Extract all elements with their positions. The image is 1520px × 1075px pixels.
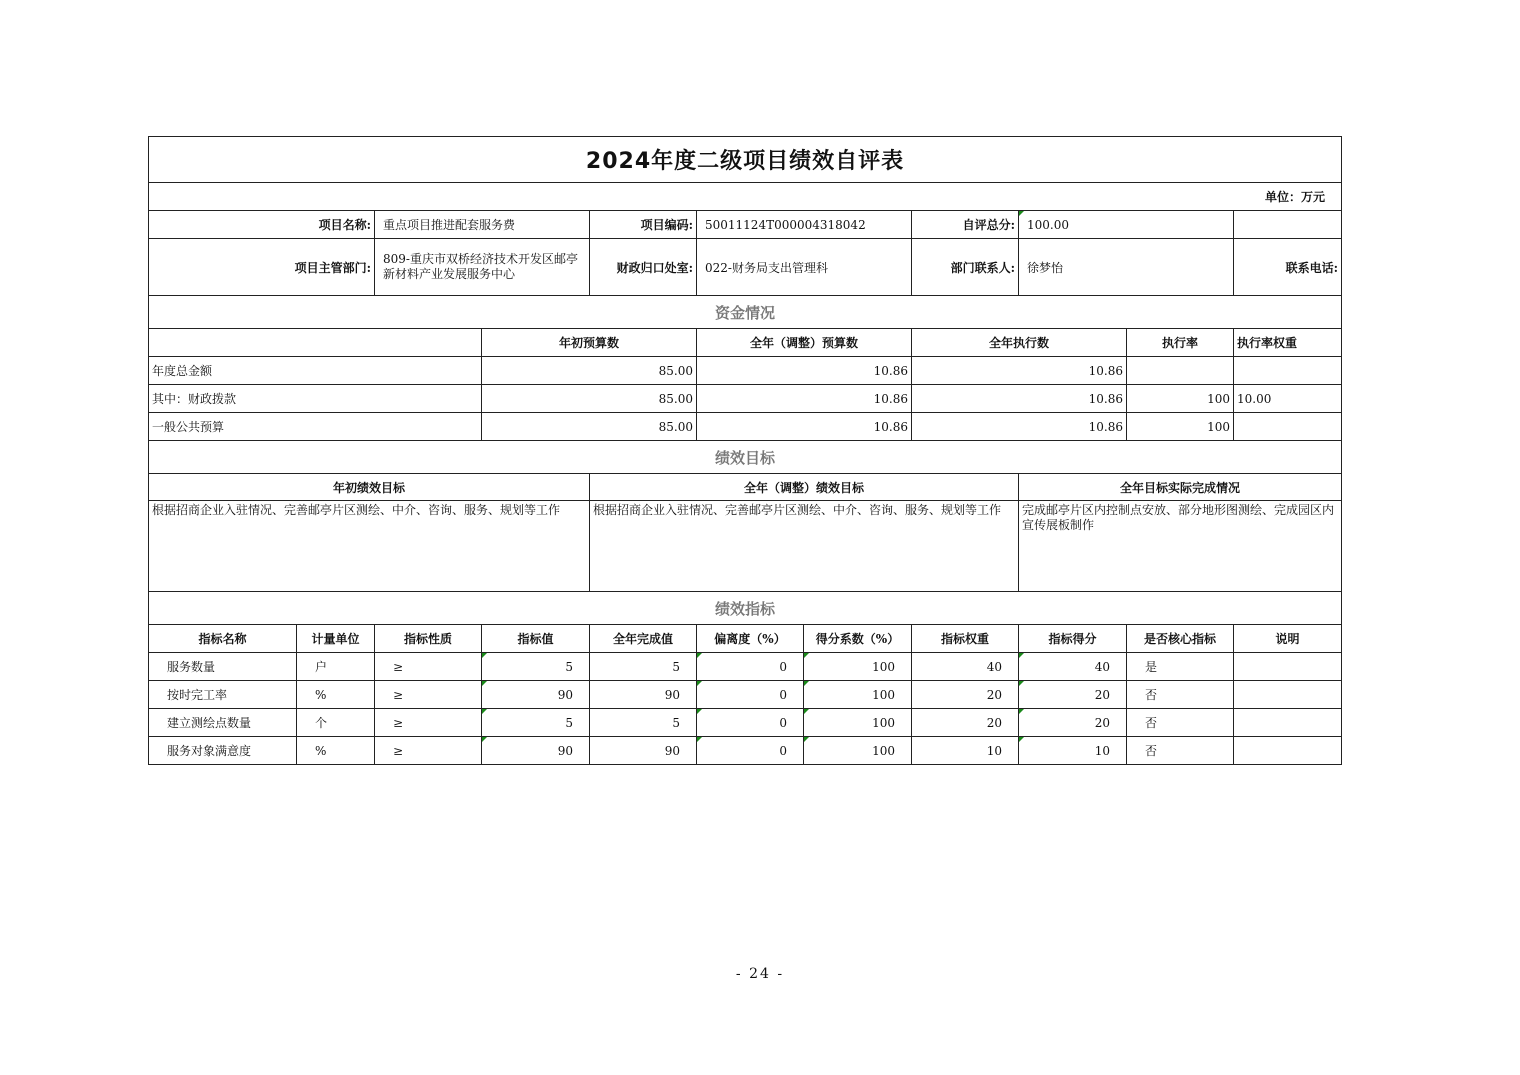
funds-header: 执行率权重 <box>1234 329 1342 357</box>
goals-header: 全年（调整）绩效目标 <box>590 474 1019 501</box>
funds-header: 年初预算数 <box>482 329 697 357</box>
phone-label: 联系电话: <box>1234 239 1342 296</box>
indicator-name: 服务对象满意度 <box>149 737 297 765</box>
project-code-label: 项目编码: <box>590 211 697 239</box>
indicator-header: 指标性质 <box>375 625 482 653</box>
funds-header-blank <box>149 329 482 357</box>
indicator-weight: 40 <box>912 653 1019 681</box>
project-code-value: 50011124T000004318042 <box>697 211 912 239</box>
indicator-coef: 100 <box>804 709 912 737</box>
funds-initial: 85.00 <box>482 357 697 385</box>
indicator-deviation: 0 <box>697 681 804 709</box>
funds-row <box>149 385 1342 413</box>
indicator-core: 否 <box>1127 737 1234 765</box>
indicator-weight: 20 <box>912 681 1019 709</box>
funds-adjusted: 10.86 <box>697 413 912 441</box>
indicator-header: 指标名称 <box>149 625 297 653</box>
funds-header: 全年（调整）预算数 <box>697 329 912 357</box>
indicator-score: 20 <box>1019 681 1127 709</box>
self-score-label: 自评总分: <box>912 211 1019 239</box>
contact-label: 部门联系人: <box>912 239 1019 296</box>
indicator-target: 90 <box>482 681 590 709</box>
indicator-weight: 20 <box>912 709 1019 737</box>
contact-value: 徐梦怡 <box>1019 239 1234 296</box>
indicator-actual: 5 <box>590 709 697 737</box>
funds-adjusted: 10.86 <box>697 385 912 413</box>
funds-header: 全年执行数 <box>912 329 1127 357</box>
funds-section-title: 资金情况 <box>149 296 1342 329</box>
unit-label: 单位：万元 <box>149 183 1342 211</box>
indicator-score: 40 <box>1019 653 1127 681</box>
empty-cell <box>1234 211 1342 239</box>
funds-rate: 100 <box>1127 413 1234 441</box>
project-name-label: 项目名称: <box>149 211 375 239</box>
indicator-name: 服务数量 <box>149 653 297 681</box>
funds-executed: 10.86 <box>912 357 1127 385</box>
indicator-coef: 100 <box>804 737 912 765</box>
indicator-core: 否 <box>1127 681 1234 709</box>
goals-section-title: 绩效目标 <box>149 441 1342 474</box>
adjusted-goal-text: 根据招商企业入驻情况、完善邮亭片区测绘、中介、咨询、服务、规划等工作 <box>590 501 1019 592</box>
funds-weight: 10.00 <box>1234 385 1342 413</box>
indicator-target: 5 <box>482 709 590 737</box>
indicator-header: 全年完成值 <box>590 625 697 653</box>
funds-rate: 100 <box>1127 385 1234 413</box>
funds-weight <box>1234 357 1342 385</box>
indicator-note <box>1234 709 1342 737</box>
funds-row-name: 年度总金额 <box>149 357 482 385</box>
indicator-unit: % <box>297 737 375 765</box>
indicator-deviation: 0 <box>697 709 804 737</box>
actual-completion-text: 完成邮亭片区内控制点安放、部分地形图测绘、完成园区内宣传展板制作 <box>1019 501 1342 592</box>
indicator-row <box>149 709 1342 737</box>
dept-label: 项目主管部门: <box>149 239 375 296</box>
indicator-header: 偏离度（%） <box>697 625 804 653</box>
goals-header: 全年目标实际完成情况 <box>1019 474 1342 501</box>
indicator-name: 建立测绘点数量 <box>149 709 297 737</box>
funds-row <box>149 413 1342 441</box>
indicator-row <box>149 737 1342 765</box>
indicator-core: 是 <box>1127 653 1234 681</box>
initial-goal-text: 根据招商企业入驻情况、完善邮亭片区测绘、中介、咨询、服务、规划等工作 <box>149 501 590 592</box>
indicator-nature: ≥ <box>375 653 482 681</box>
funds-executed: 10.86 <box>912 385 1127 413</box>
funds-initial: 85.00 <box>482 385 697 413</box>
indicator-header: 说明 <box>1234 625 1342 653</box>
indicator-header: 指标值 <box>482 625 590 653</box>
indicator-target: 90 <box>482 737 590 765</box>
indicator-deviation: 0 <box>697 653 804 681</box>
project-name-value: 重点项目推进配套服务费 <box>375 211 590 239</box>
indicator-note <box>1234 681 1342 709</box>
funds-rate <box>1127 357 1234 385</box>
indicator-header: 指标得分 <box>1019 625 1127 653</box>
indicator-note <box>1234 653 1342 681</box>
dept-value: 809-重庆市双桥经济技术开发区邮亭新材料产业发展服务中心 <box>375 239 590 296</box>
indicator-actual: 5 <box>590 653 697 681</box>
indicator-score: 20 <box>1019 709 1127 737</box>
indicator-unit: 个 <box>297 709 375 737</box>
finance-office-label: 财政归口处室: <box>590 239 697 296</box>
indicator-actual: 90 <box>590 681 697 709</box>
indicator-header: 指标权重 <box>912 625 1019 653</box>
indicator-score: 10 <box>1019 737 1127 765</box>
indicators-section-title: 绩效指标 <box>149 592 1342 625</box>
indicator-unit: 户 <box>297 653 375 681</box>
funds-row-name: 其中：财政拨款 <box>149 385 482 413</box>
finance-office-value: 022-财务局支出管理科 <box>697 239 912 296</box>
page-title: 2024年度二级项目绩效自评表 <box>149 137 1342 183</box>
indicator-target: 5 <box>482 653 590 681</box>
funds-header: 执行率 <box>1127 329 1234 357</box>
funds-executed: 10.86 <box>912 413 1127 441</box>
indicator-deviation: 0 <box>697 737 804 765</box>
indicator-header: 计量单位 <box>297 625 375 653</box>
indicator-nature: ≥ <box>375 681 482 709</box>
funds-row-name: 一般公共预算 <box>149 413 482 441</box>
indicator-weight: 10 <box>912 737 1019 765</box>
indicator-row <box>149 681 1342 709</box>
funds-weight <box>1234 413 1342 441</box>
indicator-actual: 90 <box>590 737 697 765</box>
indicator-name: 按时完工率 <box>149 681 297 709</box>
indicator-unit: % <box>297 681 375 709</box>
self-score-value: 100.00 <box>1019 211 1234 239</box>
indicator-row <box>149 653 1342 681</box>
indicator-header: 是否核心指标 <box>1127 625 1234 653</box>
indicator-nature: ≥ <box>375 709 482 737</box>
funds-initial: 85.00 <box>482 413 697 441</box>
indicator-header: 得分系数（%） <box>804 625 912 653</box>
indicator-nature: ≥ <box>375 737 482 765</box>
indicator-note <box>1234 737 1342 765</box>
self-evaluation-table <box>148 136 1342 765</box>
funds-adjusted: 10.86 <box>697 357 912 385</box>
indicator-coef: 100 <box>804 653 912 681</box>
indicator-coef: 100 <box>804 681 912 709</box>
indicator-core: 否 <box>1127 709 1234 737</box>
page-number: - 24 - <box>735 966 785 982</box>
goals-header: 年初绩效目标 <box>149 474 590 501</box>
funds-row <box>149 357 1342 385</box>
